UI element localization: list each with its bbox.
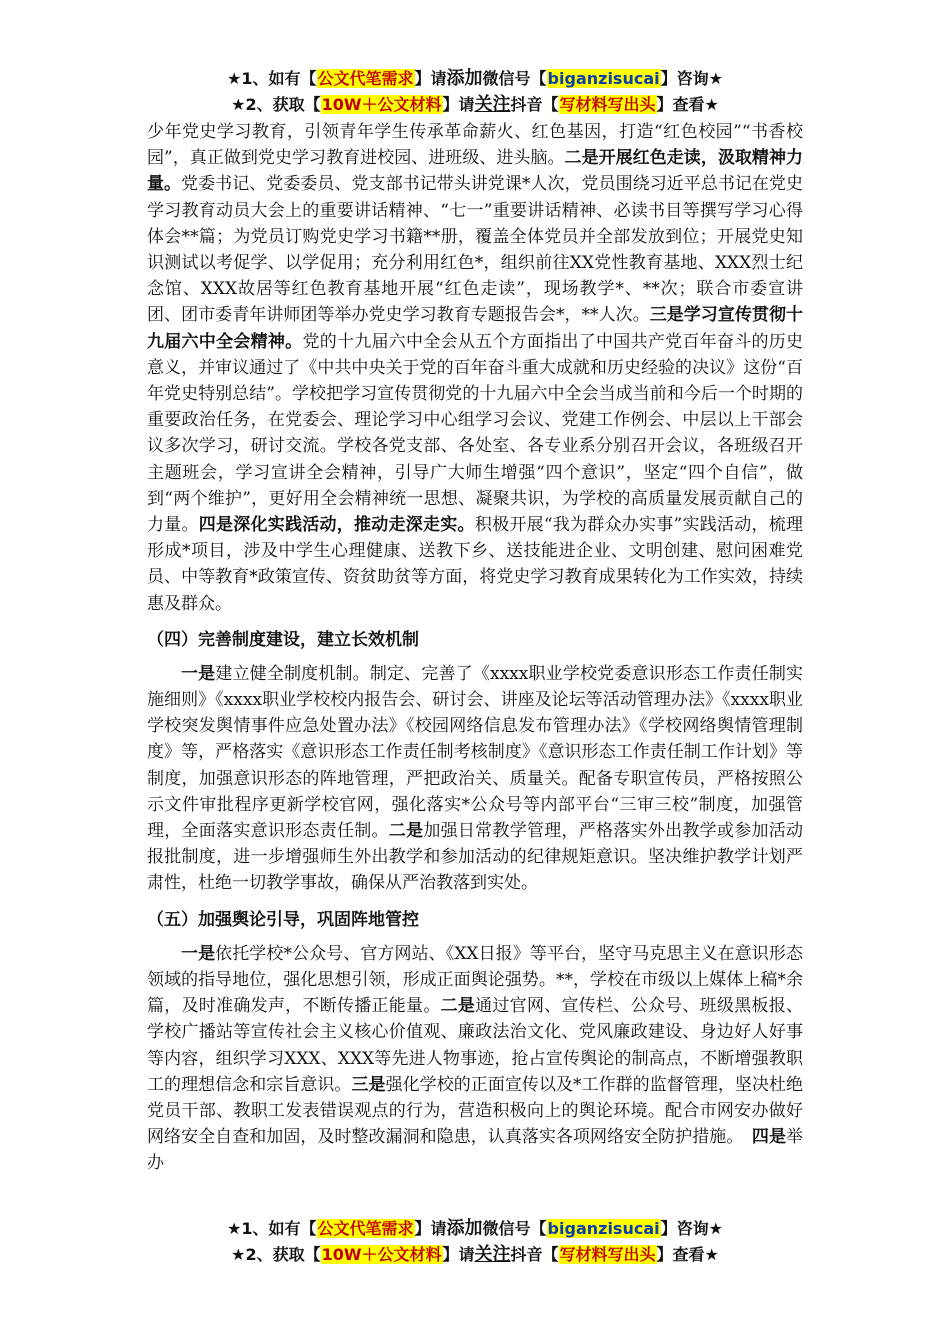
banner-text: 关注 — [474, 94, 511, 115]
banner-text: 】请 — [414, 69, 447, 88]
banner-text: 添加 — [446, 68, 483, 89]
highlight-text: 10W＋公文材料 — [321, 1245, 442, 1264]
banner-text: ★1、如有【 — [227, 69, 317, 88]
banner-line-1 — [0, 1216, 950, 1242]
highlight-text: 10W＋公文材料 — [321, 95, 442, 114]
bold-lead-text: 三是学习宣传贯彻十九届六中全会精神。 — [147, 305, 804, 352]
section-heading: （五）加强舆论引导，巩固阵地管控 — [147, 909, 419, 930]
banner-text: 关注 — [474, 1244, 511, 1265]
banner-text: 添加 — [446, 1218, 483, 1239]
paragraph — [147, 941, 803, 1177]
highlight-text: 公文代笔需求 — [317, 1219, 414, 1238]
banner-line-1 — [0, 66, 950, 92]
banner-line-2 — [0, 92, 950, 118]
body-text: 积极开展“我为群众办实事”实践活动，梳理形成*项目，涉及中学生心理健康、送教下乡、送技能进企业、文明创建、慰问困难党员、中等教育*政策宣传、资贫助贫等方面，将党史学习教育成果转化为工作实效，持续惠及群众。 — [147, 515, 803, 614]
bold-lead-text: 四是深化实践活动，推动走深走实。 — [198, 515, 475, 536]
wechat-id[interactable]: biganzisucai — [547, 69, 660, 88]
bold-lead-text: 二是 — [440, 996, 476, 1017]
bold-lead-text: 二是 — [388, 821, 424, 842]
banner-text: 】请 — [414, 1219, 447, 1238]
banner-text: 抖音【 — [510, 1245, 559, 1264]
banner-text: 】请 — [442, 95, 475, 114]
body-text: 举办 — [147, 1127, 804, 1174]
bold-lead-text: 一是 — [181, 943, 216, 964]
banner-text: 】咨询★ — [660, 69, 723, 88]
banner-text: ★2、获取【 — [231, 1245, 321, 1264]
paragraph — [147, 661, 803, 897]
douyin-account[interactable]: 写材料写出头 — [559, 1245, 656, 1264]
banner-text: 抖音【 — [510, 95, 559, 114]
body-text: 强化学校的正面宣传以及*工作群的监督管理，坚决杜绝党员干部、教职工发表错误观点的行为，营造积极向上的舆论环境。配合市网安办做好网络安全自查和加固，及时整改漏洞和隐患，认真落实各项网络安全防护措施。 — [147, 1074, 804, 1148]
body-text: 通过官网、宣传栏、公众号、班级黑板报、学校广播站等宣传社会主义核心价值观、廉政法治文化、党风廉政建设、身边好人好事等内容，组织学习XXX、XXX等先进人物事迹，抢占宣传舆论的制高点，不断增强教职工的理想信念和宗旨意识。 — [147, 996, 804, 1095]
body-text: 党的十九届六中全会从五个方面指出了中国共产党百年奋斗的历史意义，并审议通过了《中共中央关于党的百年奋斗重大成就和历史经验的决议》这份“百年党史特别总结”。学校把学习宣传贯彻党的十九届六中全会当成当前和今后一个时期的重要政治任务，在党委会、理论学习中心组学习会议、党建工作例会、中层以上干部会议多次学习，研讨交流。学校各党支部、各处室、各专业系分别召开会议，各班级召开主题班会，学习宣讲全会精神，引导广大师生增强“四个意识”，坚定“四个自信”，做到“两个维护”，更好用全会精神统一思想、凝聚共识，为学校的高质量发展贡献自己的力量。 — [147, 331, 804, 536]
document-body — [147, 119, 803, 1177]
bold-lead-text: 一是 — [181, 663, 216, 684]
douyin-account[interactable]: 写材料写出头 — [559, 95, 656, 114]
bold-lead-text: 三是 — [351, 1074, 386, 1095]
bold-lead-text: 四是 — [751, 1127, 787, 1148]
banner-text: 】咨询★ — [660, 1219, 723, 1238]
bold-lead-text: 二是开展红色走读，汲取精神力量。 — [147, 148, 803, 195]
header-banner — [0, 66, 950, 118]
paragraph — [147, 119, 803, 617]
body-text: 党委书记、党委委员、党支部书记带头讲党课*人次，党员围绕习近平总书记在党史学习教育动员大会上的重要讲话精神、“七一”重要讲话精神、必读书目等撰写学习心得体会**篇；为党员订购党史学习书籍**册，覆盖全体党员并全部发放到位；开展党史知识测试以考促学、以学促用；充分利用红色*，组织前往XX党性教育基地、XXX烈士纪念馆、XXX故居等红色教育基地开展“红色走读”，现场教学*、**次；联合市委宣讲团、团市委青年讲师团等举办党史学习教育专题报告会*，**人次。 — [147, 174, 804, 326]
banner-text: ★2、获取【 — [231, 95, 321, 114]
wechat-id[interactable]: biganzisucai — [547, 1219, 660, 1238]
banner-text: 微信号【 — [482, 1219, 547, 1238]
banner-line-2 — [0, 1242, 950, 1268]
section-heading: （四）完善制度建设，建立长效机制 — [147, 629, 419, 650]
body-text: 少年党史学习教育，引领青年学生传承革命薪火、红色基因，打造“红色校园”“书香校园”，真正做到党史学习教育进校园、进班级、进头脑。 — [147, 122, 803, 169]
footer-banner — [0, 1216, 950, 1268]
body-text: 建立健全制度机制。制定、完善了《xxxx职业学校党委意识形态工作责任制实施细则》《xxxx职业学校校内报告会、研讨会、讲座及论坛等活动管理办法》《xxxx职业学校突发舆情事件应急处置办法》《校园网络信息发布管理办法》《学校网络舆情管理制度》等，严格落实《意识形态工作责任制考核制度》《意识形态工作责任制工作计划》等制度，加强意识形态的阵地管理，严把政治关、质量关。配备专职宣传员，严格按照公示文件审批程序更新学校官网，强化落实*公众号等内部平台“三审三校”制度，加强管理，全面落实意识形态责任制。 — [147, 663, 804, 842]
highlight-text: 公文代笔需求 — [317, 69, 414, 88]
banner-text: 】查看★ — [656, 1245, 719, 1264]
body-text: 加强日常教学管理，严格落实外出教学或参加活动报批制度，进一步增强师生外出教学和参加活动的纪律规矩意识。坚决维护教学计划严肃性，杜绝一切教学事故，确保从严治教落到实处。 — [147, 821, 804, 894]
banner-text: 】查看★ — [656, 95, 719, 114]
banner-text: 微信号【 — [482, 69, 547, 88]
banner-text: 】请 — [442, 1245, 475, 1264]
banner-text: ★1、如有【 — [227, 1219, 317, 1238]
body-text: 依托学校*公众号、官方网站、《XX日报》等平台，坚守马克思主义在意识形态领域的指导地位，强化思想引领，形成正面舆论强势。**，学校在市级以上媒体上稿*余篇，及时准确发声，不断传播正能量。 — [147, 943, 803, 1017]
